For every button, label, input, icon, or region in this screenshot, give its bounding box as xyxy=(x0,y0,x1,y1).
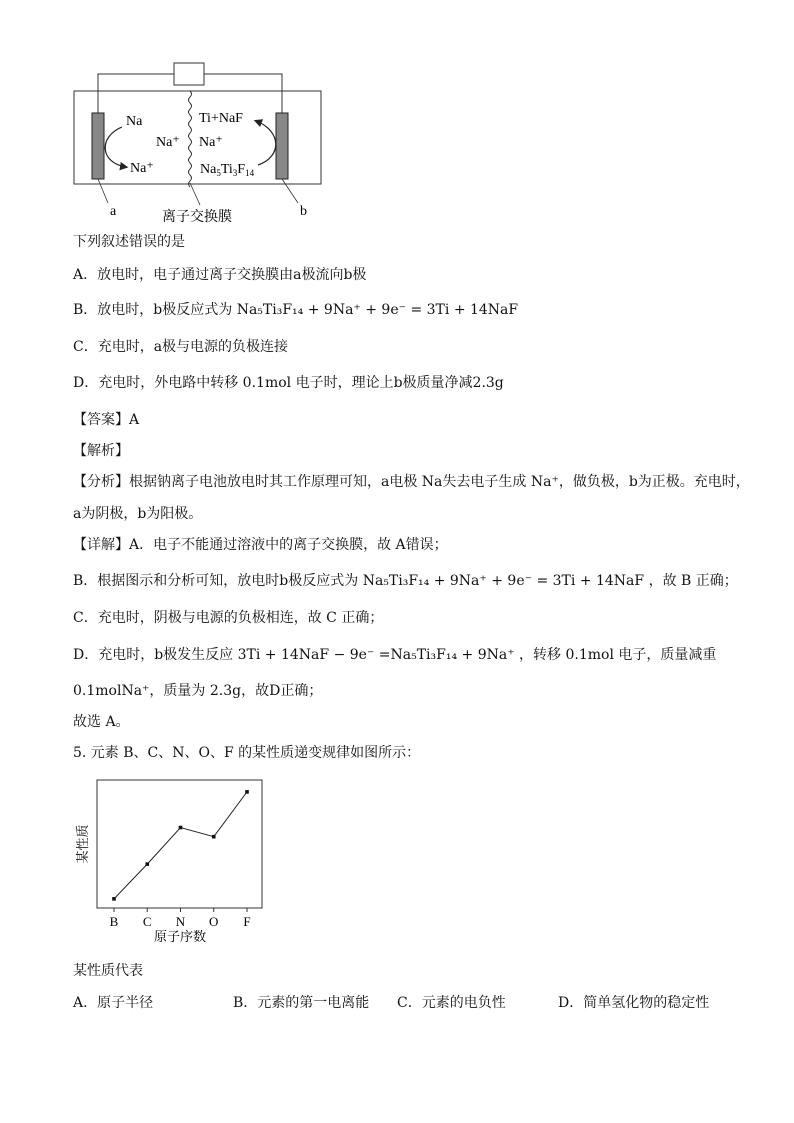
fenxi-tag: 【分析】 xyxy=(73,474,129,490)
right-arrow xyxy=(256,121,276,165)
property-trend-chart xyxy=(70,775,280,945)
xiangjie-line-a xyxy=(73,536,448,554)
xiangjie-d-1: D．充电时，b极发生反应 3Ti + 14NaF − 9e⁻ =Na₅Ti₃F₁₄ + 9Na⁺ ，转移 0.1mol 电子，质量减重 xyxy=(73,647,717,663)
data-point-N xyxy=(179,826,183,830)
data-point-O xyxy=(212,835,216,839)
x-axis-label: 原子序数 xyxy=(153,929,207,944)
left-arrow xyxy=(105,127,126,167)
left-bottom-label: Na⁺ xyxy=(130,161,154,176)
fenxi-line-2: a为阴极，b为阳极。 xyxy=(73,506,203,522)
electrode-b-label: b xyxy=(300,204,307,219)
chart-frame xyxy=(97,780,262,908)
leader-membrane xyxy=(190,183,200,205)
q5-option-d: D．简单氢化物的稳定性 xyxy=(558,995,710,1011)
mid-left-label: Na⁺ xyxy=(156,135,180,150)
membrane-label: 离子交换膜 xyxy=(162,210,232,225)
right-top-label: Ti+NaF xyxy=(199,111,243,126)
q5-followup: 某性质代表 xyxy=(73,963,143,979)
ion-exchange-membrane xyxy=(189,91,192,187)
analysis-tag: 【解析】 xyxy=(73,443,129,459)
data-point-B xyxy=(112,897,116,901)
q4-option-c: C．充电时，a极与电源的负极连接 xyxy=(73,339,289,355)
electrode-b xyxy=(276,113,288,179)
data-point-F xyxy=(245,790,249,794)
answer-value: A xyxy=(129,412,140,428)
q5-stem: 5. 元素 B、C、N、O、F 的某性质递变规律如图所示： xyxy=(73,745,421,761)
x-tick-label-N: N xyxy=(175,914,186,929)
q4-option-b: B．放电时，b极反应式为 Na₅Ti₃F₁₄ + 9Na⁺ + 9e⁻ = 3Ti + 14NaF xyxy=(73,302,519,318)
right-bottom-label: $Na_5Ti_3F_{14}$ xyxy=(200,162,255,178)
fenxi-line-1 xyxy=(73,473,750,491)
q5-option-c: C．元素的电负性 xyxy=(397,995,506,1011)
q4-stem: 下列叙述错误的是 xyxy=(73,234,185,250)
leader-b xyxy=(282,179,298,203)
electrode-a-label: a xyxy=(110,204,117,219)
left-top-label: Na xyxy=(126,114,143,129)
xiangjie-c: C．充电时，阴极与电源的负极相连，故 C 正确； xyxy=(73,610,384,626)
fenxi-text-1: 根据钠离子电池放电时其工作原理可知，a电极 Na失去电子生成 Na⁺，做负极，b为正极。充电时， xyxy=(129,474,750,490)
xiangjie-d-2: 0.1molNa⁺，质量为 2.3g，故D正确； xyxy=(73,683,323,699)
q5-option-b: B．元素的第一电离能 xyxy=(233,995,370,1011)
xiangjie-b: B．根据图示和分析可知，放电时b极反应式为 Na₅Ti₃F₁₄ + 9Na⁺ + 9e⁻ = 3Ti + 14NaF ，故 B 正确； xyxy=(73,573,738,589)
power-box xyxy=(174,63,204,85)
conclusion: 故选 A。 xyxy=(73,714,130,730)
electrode-a xyxy=(92,113,104,179)
x-tick-label-B: B xyxy=(109,914,119,929)
answer-tag: 【答案】 xyxy=(73,412,129,428)
data-point-C xyxy=(145,862,149,866)
xiangjie-a: A．电子不能通过溶液中的离子交换膜，故 A错误； xyxy=(129,537,448,553)
series-line xyxy=(114,792,247,899)
q4-option-a: A．放电时，电子通过离子交换膜由a极流向b极 xyxy=(73,267,367,283)
x-tick-label-O: O xyxy=(209,914,219,929)
y-axis-label: 某性质 xyxy=(75,824,90,864)
q4-option-d: D．充电时，外电路中转移 0.1mol 电子时，理论上b极质量净减2.3g xyxy=(73,375,504,391)
xiangjie-tag: 【详解】 xyxy=(73,537,129,553)
x-tick-label-C: C xyxy=(142,914,152,929)
x-tick-label-F: F xyxy=(243,914,251,929)
right-mid-label: Na⁺ xyxy=(199,135,223,150)
q5-option-a: A．原子半径 xyxy=(73,995,154,1011)
answer-line xyxy=(73,411,139,429)
battery-diagram xyxy=(60,55,380,230)
leader-a xyxy=(98,179,108,203)
external-circuit-wire xyxy=(98,74,174,117)
